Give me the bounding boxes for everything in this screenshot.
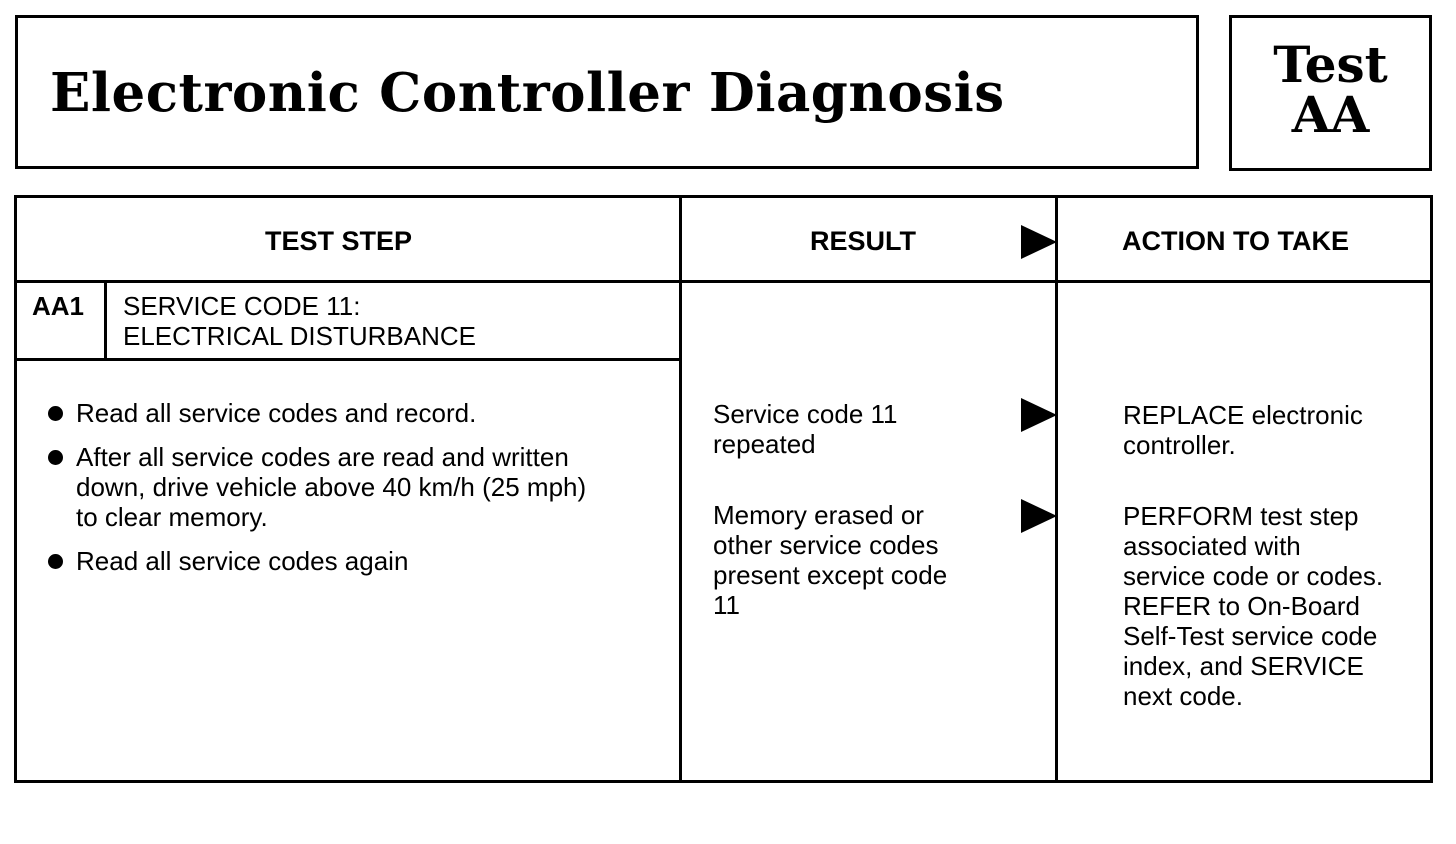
action-line: PERFORM test step: [1123, 501, 1359, 531]
action-2: [1123, 501, 1383, 711]
arrow-right-icon: [1021, 225, 1057, 259]
action-line: Self-Test service code: [1123, 621, 1378, 651]
step-title-line: ELECTRICAL DISTURBANCE: [123, 321, 476, 351]
arrow-right-icon: [1021, 499, 1057, 533]
result-line: Memory erased or: [713, 500, 924, 530]
action-line: associated with: [1123, 531, 1301, 561]
step-id-divider: [104, 280, 107, 360]
result-line: 11: [713, 590, 740, 620]
list-item-text: down, drive vehicle above 40 km/h (25 mph): [76, 472, 587, 502]
step-title-divider: [14, 358, 682, 361]
list-item-text: to clear memory.: [76, 502, 268, 532]
result-line: present except code: [713, 560, 948, 590]
header-divider: [14, 280, 1433, 283]
test-label: Test: [1273, 35, 1388, 94]
column-header-result: RESULT: [810, 226, 916, 256]
column-header-action: ACTION TO TAKE: [1122, 226, 1349, 256]
result-2: [713, 500, 947, 620]
list-item-text: Read all service codes again: [76, 546, 409, 576]
column-divider-2: [1055, 195, 1058, 783]
page-title: Electronic Controller Diagnosis: [50, 62, 1005, 124]
action-line: next code.: [1123, 681, 1243, 711]
list-item-text: After all service codes are read and written: [76, 442, 569, 472]
title-box: [15, 15, 1199, 169]
column-header-test-step: TEST STEP: [265, 226, 413, 256]
bullet-icon: [48, 406, 63, 421]
list-item: [46, 398, 666, 428]
step-id: AA1: [32, 291, 85, 321]
action-line: REPLACE electronic: [1123, 400, 1363, 430]
test-step-instructions: [46, 398, 666, 590]
action-1: [1123, 400, 1363, 460]
column-divider-1: [679, 195, 682, 783]
step-title-line: SERVICE CODE 11:: [123, 291, 361, 321]
result-line: repeated: [713, 429, 816, 459]
bullet-icon: [48, 450, 63, 465]
action-line: service code or codes.: [1123, 561, 1384, 591]
test-code: AA: [1291, 85, 1370, 144]
bullet-icon: [48, 554, 63, 569]
list-item: [46, 546, 666, 576]
list-item: [46, 442, 666, 532]
step-title: [123, 291, 476, 351]
action-line: controller.: [1123, 430, 1236, 460]
action-line: REFER to On-Board: [1123, 591, 1360, 621]
result-1: [713, 399, 898, 459]
test-id-box: [1229, 15, 1432, 171]
action-line: index, and SERVICE: [1123, 651, 1364, 681]
result-line: Service code 11: [713, 399, 898, 429]
list-item-text: Read all service codes and record.: [76, 398, 477, 428]
arrow-right-icon: [1021, 398, 1057, 432]
result-line: other service codes: [713, 530, 939, 560]
